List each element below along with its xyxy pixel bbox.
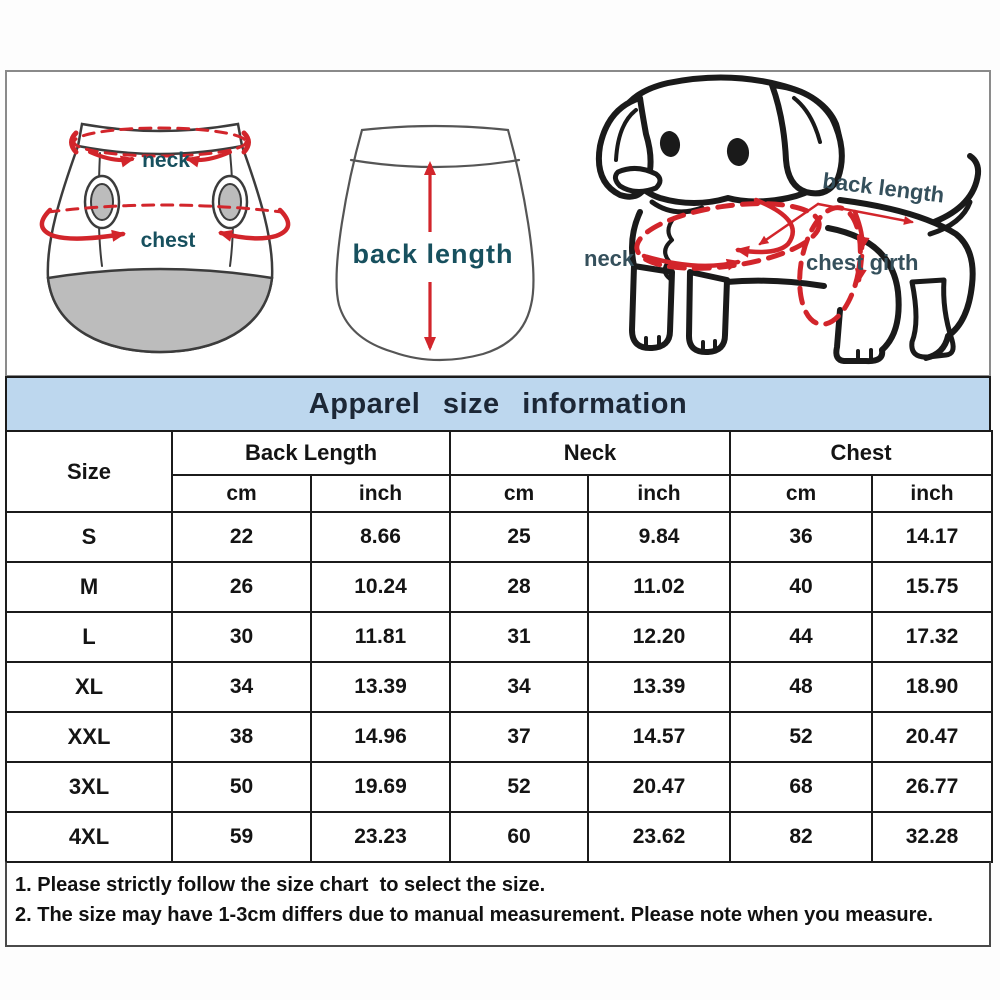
- neck-inch-header: inch: [588, 475, 730, 512]
- back-length-cm-value: 50: [172, 762, 311, 812]
- back-length-inch-value: 14.96: [311, 712, 450, 762]
- neck-cm-value: 37: [450, 712, 588, 762]
- size-label: L: [6, 612, 172, 662]
- notes-box: [5, 861, 991, 947]
- table-row-s: [6, 512, 992, 562]
- size-label: M: [6, 562, 172, 612]
- garment-back-illustration: [320, 120, 550, 370]
- chest-cm-value: 48: [730, 662, 872, 712]
- back-length-inch-header: inch: [311, 475, 450, 512]
- neck-cm-value: 25: [450, 512, 588, 562]
- apparel-size-table: [5, 430, 993, 863]
- table-row-xxl: [6, 712, 992, 762]
- back-length-cm-value: 22: [172, 512, 311, 562]
- neck-inch-value: 12.20: [588, 612, 730, 662]
- garment-front-neck-label: neck: [142, 149, 190, 172]
- chest-inch-value: 14.17: [872, 512, 992, 562]
- chest-cm-value: 44: [730, 612, 872, 662]
- back-length-inch-value: 13.39: [311, 662, 450, 712]
- neck-inch-value: 11.02: [588, 562, 730, 612]
- neck-inch-value: 9.84: [588, 512, 730, 562]
- neck-inch-value: 13.39: [588, 662, 730, 712]
- neck-cm-value: 34: [450, 662, 588, 712]
- table-row-3xl: [6, 762, 992, 812]
- table-row-xl: [6, 662, 992, 712]
- chest-inch-value: 20.47: [872, 712, 992, 762]
- note-line-1: 1. Please strictly follow the size chart to select the size.: [15, 874, 546, 896]
- chest-cm-value: 36: [730, 512, 872, 562]
- dog-back-length-label: back length: [821, 167, 946, 208]
- chest-cm-value: 82: [730, 812, 872, 862]
- chest-inch-value: 26.77: [872, 762, 992, 812]
- back-length-inch-value: 11.81: [311, 612, 450, 662]
- neck-cm-value: 28: [450, 562, 588, 612]
- table-row-m: [6, 562, 992, 612]
- note-line-2: 2. The size may have 1-3cm differs due to manual measurement. Please note when you measure.: [15, 904, 934, 926]
- chest-cm-value: 40: [730, 562, 872, 612]
- neck-cm-value: 60: [450, 812, 588, 862]
- table-title: Apparel size information: [308, 387, 688, 420]
- chest-inch-value: 18.90: [872, 662, 992, 712]
- table-title-bar: [5, 376, 991, 432]
- table-row-4xl: [6, 812, 992, 862]
- table-row-l: [6, 612, 992, 662]
- neck-group-header: Neck: [450, 431, 730, 475]
- back-length-cm-value: 34: [172, 662, 311, 712]
- size-label: 3XL: [6, 762, 172, 812]
- chest-group-header: Chest: [730, 431, 992, 475]
- back-length-group-header: Back Length: [172, 431, 450, 475]
- group-header-row: [6, 431, 992, 475]
- size-label: S: [6, 512, 172, 562]
- back-length-cm-header: cm: [172, 475, 311, 512]
- size-column-header: Size: [6, 431, 172, 512]
- back-length-inch-value: 23.23: [311, 812, 450, 862]
- neck-cm-header: cm: [450, 475, 588, 512]
- neck-inch-value: 23.62: [588, 812, 730, 862]
- back-length-cm-value: 26: [172, 562, 311, 612]
- dog-illustration: [578, 70, 988, 370]
- garment-front-illustration: [30, 106, 290, 356]
- chest-cm-value: 52: [730, 712, 872, 762]
- size-label: XL: [6, 662, 172, 712]
- back-length-cm-value: 38: [172, 712, 311, 762]
- neck-inch-value: 20.47: [588, 762, 730, 812]
- back-length-inch-value: 8.66: [311, 512, 450, 562]
- chest-cm-header: cm: [730, 475, 872, 512]
- chest-inch-value: 32.28: [872, 812, 992, 862]
- chest-inch-value: 17.32: [872, 612, 992, 662]
- back-length-cm-value: 59: [172, 812, 311, 862]
- garment-back-length-label: back length: [352, 239, 514, 269]
- back-length-inch-value: 19.69: [311, 762, 450, 812]
- neck-cm-value: 31: [450, 612, 588, 662]
- back-length-cm-value: 30: [172, 612, 311, 662]
- chest-inch-value: 15.75: [872, 562, 992, 612]
- garment-front-chest-label: chest: [140, 229, 196, 252]
- neck-inch-value: 14.57: [588, 712, 730, 762]
- size-label: 4XL: [6, 812, 172, 862]
- chest-inch-header: inch: [872, 475, 992, 512]
- dog-chest-girth-label: chest girth: [806, 250, 919, 275]
- dog-neck-label: neck: [584, 246, 635, 271]
- chest-cm-value: 68: [730, 762, 872, 812]
- neck-cm-value: 52: [450, 762, 588, 812]
- size-label: XXL: [6, 712, 172, 762]
- back-length-inch-value: 10.24: [311, 562, 450, 612]
